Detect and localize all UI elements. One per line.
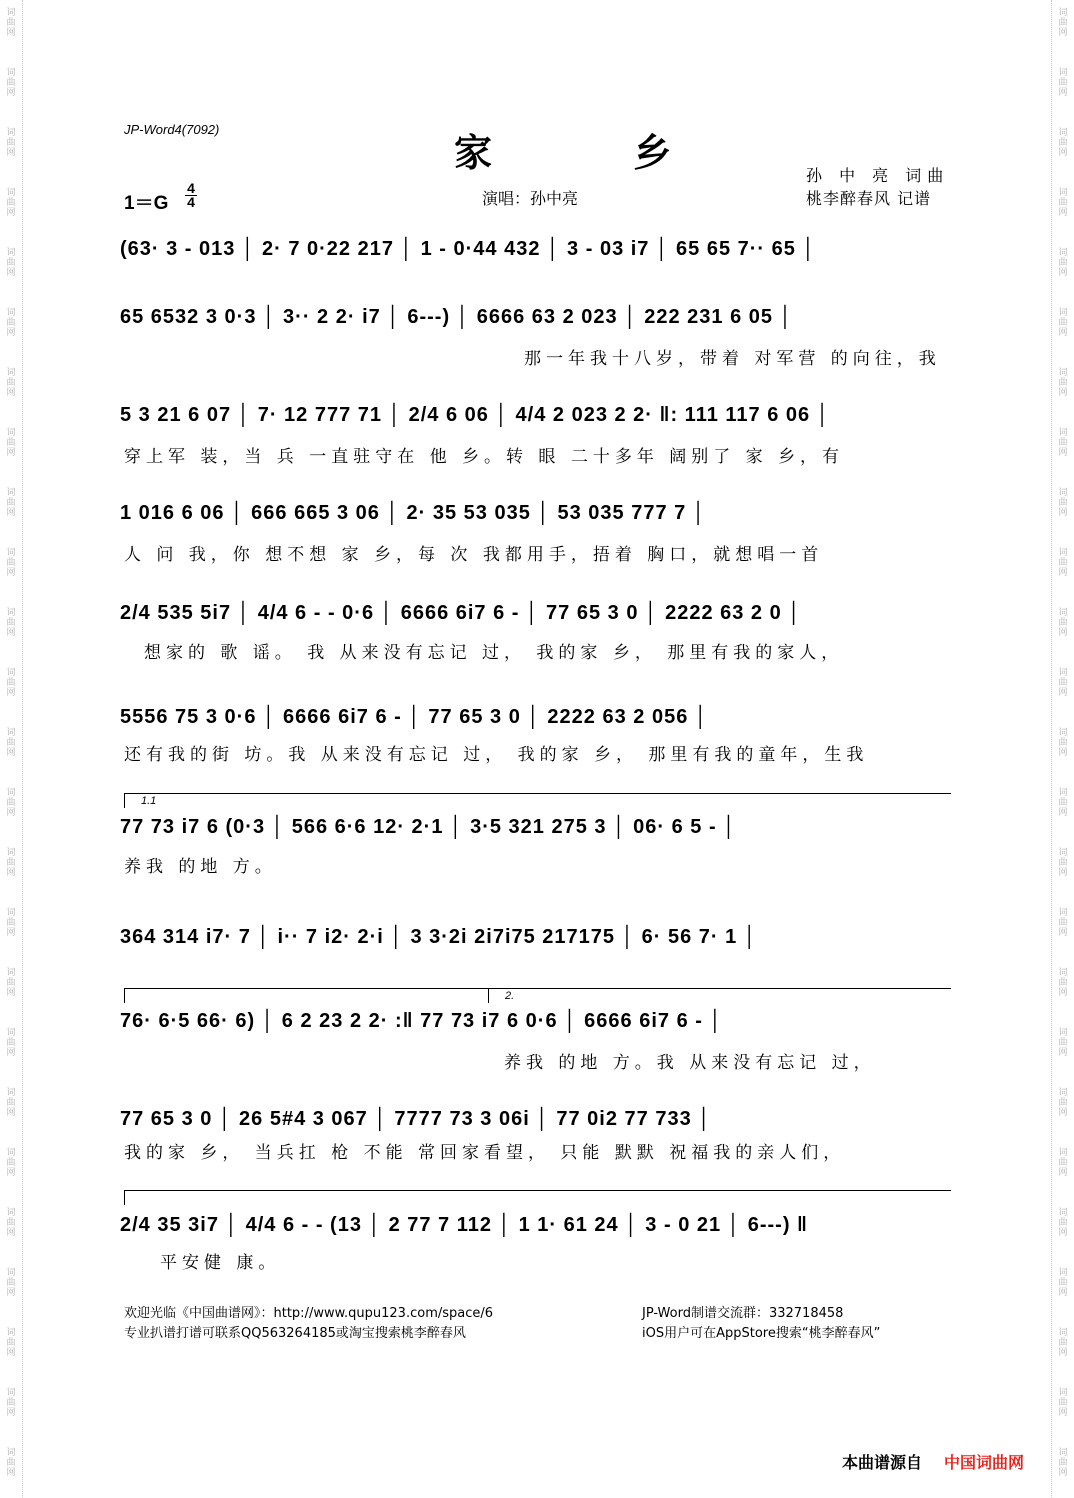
watermark-text: 词曲网: [6, 1208, 16, 1238]
watermark-text: 词曲网: [6, 1148, 16, 1178]
watermark-text: 词曲网: [1058, 848, 1068, 878]
watermark-text: 词曲网: [6, 488, 16, 518]
staff-lyrics: 养我 的地 方。我 从来没有忘记 过，: [504, 1053, 876, 1073]
staff-lyrics: 穿上军 装，当 兵 一直驻守在 他 乡。转 眼 二十多年 阔别了 家 乡，有: [124, 447, 845, 467]
watermark-text: 词曲网: [1058, 788, 1068, 818]
staff-lyrics: 我的家 乡， 当兵扛 枪 不能 常回家看望， 只能 默默 祝福我的亲人们，: [124, 1143, 846, 1163]
staff-notes: 77 65 3 0 │ 26 5#4 3 067 │ 7777 73 3 06i │ 77 0i2 77 733 │: [120, 1108, 712, 1130]
staff-lyrics: 还有我的街 坊。我 从来没有忘记 过， 我的家 乡， 那里有我的童年，生我: [124, 745, 869, 765]
watermark-text: 词曲网: [6, 788, 16, 818]
transcriber-credit: 桃李醉春风 记谱: [806, 189, 932, 208]
watermark-text: 词曲网: [6, 608, 16, 638]
right-watermark-strip: [1051, 0, 1074, 1498]
staff-notes: 364 314 i7· 7 │ i·· 7 i2· 2·i │ 3 3·2i 2i7i75 217175 │ 6· 56 7· 1 │: [120, 926, 758, 948]
watermark-text: 词曲网: [6, 968, 16, 998]
time-signature-bottom: 4: [187, 194, 195, 210]
left-watermark-strip: [0, 0, 23, 1498]
watermark-text: 词曲网: [1058, 668, 1068, 698]
watermark-text: 词曲网: [6, 1088, 16, 1118]
staff-lyrics: 平安健 康。: [160, 1253, 281, 1273]
staff-lyrics: 养我 的地 方。: [124, 857, 277, 877]
volta-label: 1.1: [141, 795, 157, 807]
watermark-text: 词曲网: [1058, 488, 1068, 518]
footer-line1-left: 欢迎光临《中国曲谱网》：http://www.qupu123.com/space/6: [124, 1306, 494, 1321]
watermark-text: 词曲网: [6, 248, 16, 278]
footer-line2-left: 专业扒谱打谱可联系QQ563264185或淘宝搜索桃李醉春风: [124, 1326, 466, 1341]
watermark-text: 词曲网: [1058, 1028, 1068, 1058]
watermark-text: 词曲网: [1058, 968, 1068, 998]
watermark-text: 词曲网: [6, 428, 16, 458]
volta-bracket-1: [124, 793, 951, 808]
singer-credit: 演唱：孙中亮: [482, 189, 579, 208]
watermark-text: 词曲网: [1058, 608, 1068, 638]
footer-line2-right: iOS用户可在AppStore搜索“桃李醉春风”: [642, 1326, 881, 1341]
staff-notes: 77 73 i7 6 (0·3 │ 566 6·6 12· 2·1 │ 3·5 321 275 3 │ 06· 6 5 - │: [120, 816, 737, 838]
watermark-text: 词曲网: [6, 308, 16, 338]
lyricist-credit: 孙 中 亮 词曲: [806, 166, 950, 185]
watermark-text: 词曲网: [6, 188, 16, 218]
volta-label: 2.: [505, 990, 515, 1002]
watermark-text: 词曲网: [6, 1028, 16, 1058]
volta-bracket-3: [488, 988, 951, 1003]
site-link[interactable]: 中国词曲网: [944, 1453, 1025, 1472]
watermark-text: 词曲网: [1058, 308, 1068, 338]
watermark-text: 词曲网: [6, 548, 16, 578]
watermark-text: 词曲网: [6, 908, 16, 938]
watermark-text: 词曲网: [1058, 1448, 1068, 1478]
footer-line1-right: JP-Word制谱交流群：332718458: [642, 1306, 844, 1321]
watermark-text: 词曲网: [1058, 68, 1068, 98]
watermark-text: 词曲网: [1058, 1388, 1068, 1418]
page-title: 家 乡: [454, 130, 736, 175]
staff-notes: 2/4 35 3i7 │ 4/4 6 - - (13 │ 2 77 7 112 │ 1 1· 61 24 │ 3 - 0 21 │ 6---) ‖: [120, 1214, 808, 1236]
watermark-text: 词曲网: [1058, 1208, 1068, 1238]
watermark-text: 词曲网: [1058, 188, 1068, 218]
watermark-text: 词曲网: [1058, 908, 1068, 938]
volta-bracket-2: [124, 988, 489, 1003]
key-signature: 1＝G: [124, 193, 169, 214]
staff-lyrics: 想家的 歌 谣。 我 从来没有忘记 过， 我的家 乡， 那里有我的家人，: [144, 643, 844, 663]
watermark-text: 词曲网: [1058, 728, 1068, 758]
watermark-text: 词曲网: [1058, 548, 1068, 578]
staff-notes: 2/4 535 5i7 │ 4/4 6 - - 0·6 │ 6666 6i7 6 - │ 77 65 3 0 │ 2222 63 2 0 │: [120, 602, 802, 624]
staff-notes: 5 3 21 6 07 │ 7· 12 777 71 │ 2/4 6 06 │ 4/4 2 023 2 2· ‖: 111 117 6 06 │: [120, 404, 831, 426]
watermark-text: 词曲网: [6, 848, 16, 878]
watermark-text: 词曲网: [6, 728, 16, 758]
staff-notes: (63· 3 - 013 │ 2· 7 0·22 217 │ 1 - 0·44 432 │ 3 - 03 i7 │ 65 65 7·· 65 │: [120, 238, 816, 260]
staff-notes: 1 016 6 06 │ 666 665 3 06 │ 2· 35 53 035 │ 53 035 777 7 │: [120, 502, 707, 524]
watermark-text: 词曲网: [6, 368, 16, 398]
time-signature-top: 4: [187, 180, 195, 196]
watermark-text: 词曲网: [1058, 248, 1068, 278]
watermark-text: 词曲网: [1058, 428, 1068, 458]
staff-notes: 65 6532 3 0·3 │ 3·· 2 2· i7 │ 6---) │ 6666 63 2 023 │ 222 231 6 05 │: [120, 306, 794, 328]
watermark-text: 词曲网: [1058, 1088, 1068, 1118]
watermark-text: 词曲网: [6, 8, 16, 38]
watermark-text: 词曲网: [6, 1448, 16, 1478]
watermark-text: 词曲网: [6, 1268, 16, 1298]
watermark-text: 词曲网: [6, 128, 16, 158]
staff-lyrics: 那一年我十八岁，带着 对军营 的向往，我: [524, 349, 941, 369]
source-label: 本曲谱源自: [842, 1453, 923, 1472]
volta-bracket-4: [124, 1190, 951, 1205]
watermark-text: 词曲网: [6, 1328, 16, 1358]
watermark-text: 词曲网: [1058, 1328, 1068, 1358]
watermark-text: 词曲网: [1058, 128, 1068, 158]
watermark-text: 词曲网: [1058, 368, 1068, 398]
watermark-text: 词曲网: [1058, 1148, 1068, 1178]
watermark-text: 词曲网: [6, 68, 16, 98]
staff-notes: 76· 6·5 66· 6) │ 6 2 23 2 2· :‖ 77 73 i7 6 0·6 │ 6666 6i7 6 - │: [120, 1010, 723, 1032]
staff-notes: 5556 75 3 0·6 │ 6666 6i7 6 - │ 77 65 3 0 │ 2222 63 2 056 │: [120, 706, 709, 728]
staff-lyrics: 人 问 我，你 想不想 家 乡，每 次 我都用手，捂着 胸口，就想唱一首: [124, 545, 824, 565]
software-version: JP-Word4(7092): [124, 122, 220, 137]
watermark-text: 词曲网: [1058, 8, 1068, 38]
source-brand: [842, 1450, 1024, 1473]
watermark-text: 词曲网: [1058, 1268, 1068, 1298]
watermark-text: 词曲网: [6, 1388, 16, 1418]
watermark-text: 词曲网: [6, 668, 16, 698]
time-signature: [185, 182, 197, 209]
